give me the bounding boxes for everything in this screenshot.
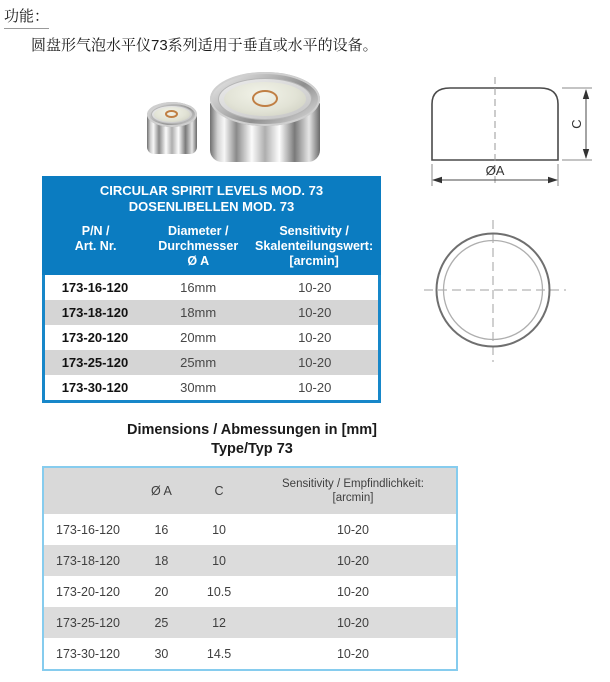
cell-sensitivity: 10-20 xyxy=(336,615,369,630)
top-view-drawing xyxy=(420,212,570,367)
dimensions-caption xyxy=(42,421,462,459)
cell-diameter: 25mm xyxy=(180,355,217,370)
table-row xyxy=(44,638,456,669)
cell-sensitivity: 10-20 xyxy=(298,305,332,320)
table-row xyxy=(44,607,456,638)
cylinder-top xyxy=(210,72,320,126)
cell-diameter: 20mm xyxy=(180,330,217,345)
cell-sensitivity: 10-20 xyxy=(336,646,369,661)
diameter-dim-label: ØA xyxy=(485,163,505,178)
cell-c: 10.5 xyxy=(206,584,232,599)
spec-table-body xyxy=(42,275,381,403)
product-photo xyxy=(130,62,340,170)
cell-pn: 173-18-120 xyxy=(56,553,120,568)
table-row xyxy=(45,275,378,300)
cell-pn: 173-25-120 xyxy=(61,355,129,370)
col-header-c: C xyxy=(214,484,224,498)
col-header-sensitivity: Sensitivity / Skalenteilungswert: [arcmin] xyxy=(255,224,374,268)
cell-c: 10 xyxy=(212,522,227,537)
spec-table-mod73 xyxy=(42,176,381,403)
product-description: 圆盘形气泡水平仪73系列适用于垂直或水平的设备。 xyxy=(31,37,378,54)
cell-sensitivity: 10-20 xyxy=(336,553,369,568)
table-title xyxy=(46,183,377,215)
table-row xyxy=(45,375,378,400)
cell-a: 25 xyxy=(154,615,169,630)
cell-sensitivity: 10-20 xyxy=(298,330,332,345)
function-heading: 功能： xyxy=(4,5,49,29)
cell-sensitivity: 10-20 xyxy=(336,584,369,599)
table-title-line2: DOSENLIBELLEN MOD. 73 xyxy=(128,199,295,214)
cell-a: 16 xyxy=(154,522,169,537)
col-header-diameter: Diameter / Durchmesser Ø A xyxy=(158,224,239,268)
height-dim-label: C xyxy=(569,119,584,129)
table-row xyxy=(45,325,378,350)
cell-pn: 173-20-120 xyxy=(56,584,120,599)
dimensions-table xyxy=(42,466,458,671)
cell-pn: 173-18-120 xyxy=(61,305,129,320)
cell-pn: 173-16-120 xyxy=(61,280,129,295)
cell-diameter: 16mm xyxy=(180,280,217,295)
cell-a: 18 xyxy=(154,553,169,568)
table-row xyxy=(44,576,456,607)
table-row xyxy=(44,514,456,545)
cell-pn: 173-16-120 xyxy=(56,522,120,537)
cell-c: 12 xyxy=(212,615,227,630)
cell-pn: 173-30-120 xyxy=(56,646,120,661)
col-header-a: Ø A xyxy=(150,484,172,498)
caption-line1: Dimensions / Abmessungen in [mm] xyxy=(126,422,378,438)
cell-diameter: 30mm xyxy=(180,380,217,395)
cell-c: 10 xyxy=(212,553,227,568)
table-row xyxy=(45,350,378,375)
spirit-level-small xyxy=(147,102,197,154)
spec-table-header xyxy=(42,176,381,275)
col-header-pn: P/N / Art. Nr. xyxy=(74,224,117,253)
bubble-ring xyxy=(252,90,278,107)
cell-pn: 173-20-120 xyxy=(61,330,129,345)
bubble-ring xyxy=(165,110,178,118)
cell-pn: 173-25-120 xyxy=(56,615,120,630)
cell-a: 20 xyxy=(154,584,169,599)
cell-sensitivity: 10-20 xyxy=(298,380,332,395)
table-row xyxy=(45,300,378,325)
cell-sensitivity: 10-20 xyxy=(298,280,332,295)
table-title-line1: CIRCULAR SPIRIT LEVELS MOD. 73 xyxy=(99,183,324,198)
spirit-level-large xyxy=(210,72,320,162)
table-row xyxy=(44,545,456,576)
col-header-sensitivity: Sensitivity / Empfindlichkeit: [arcmin] xyxy=(282,478,424,504)
cell-c: 14.5 xyxy=(206,646,232,661)
cell-pn: 173-30-120 xyxy=(61,380,129,395)
dimensions-table-header xyxy=(44,468,456,514)
cell-sensitivity: 10-20 xyxy=(336,522,369,537)
caption-line2: Type/Typ 73 xyxy=(211,441,293,457)
cell-a: 30 xyxy=(154,646,169,661)
cell-diameter: 18mm xyxy=(180,305,217,320)
side-view-drawing xyxy=(420,72,606,192)
cell-sensitivity: 10-20 xyxy=(298,355,332,370)
cylinder-top xyxy=(147,102,197,127)
